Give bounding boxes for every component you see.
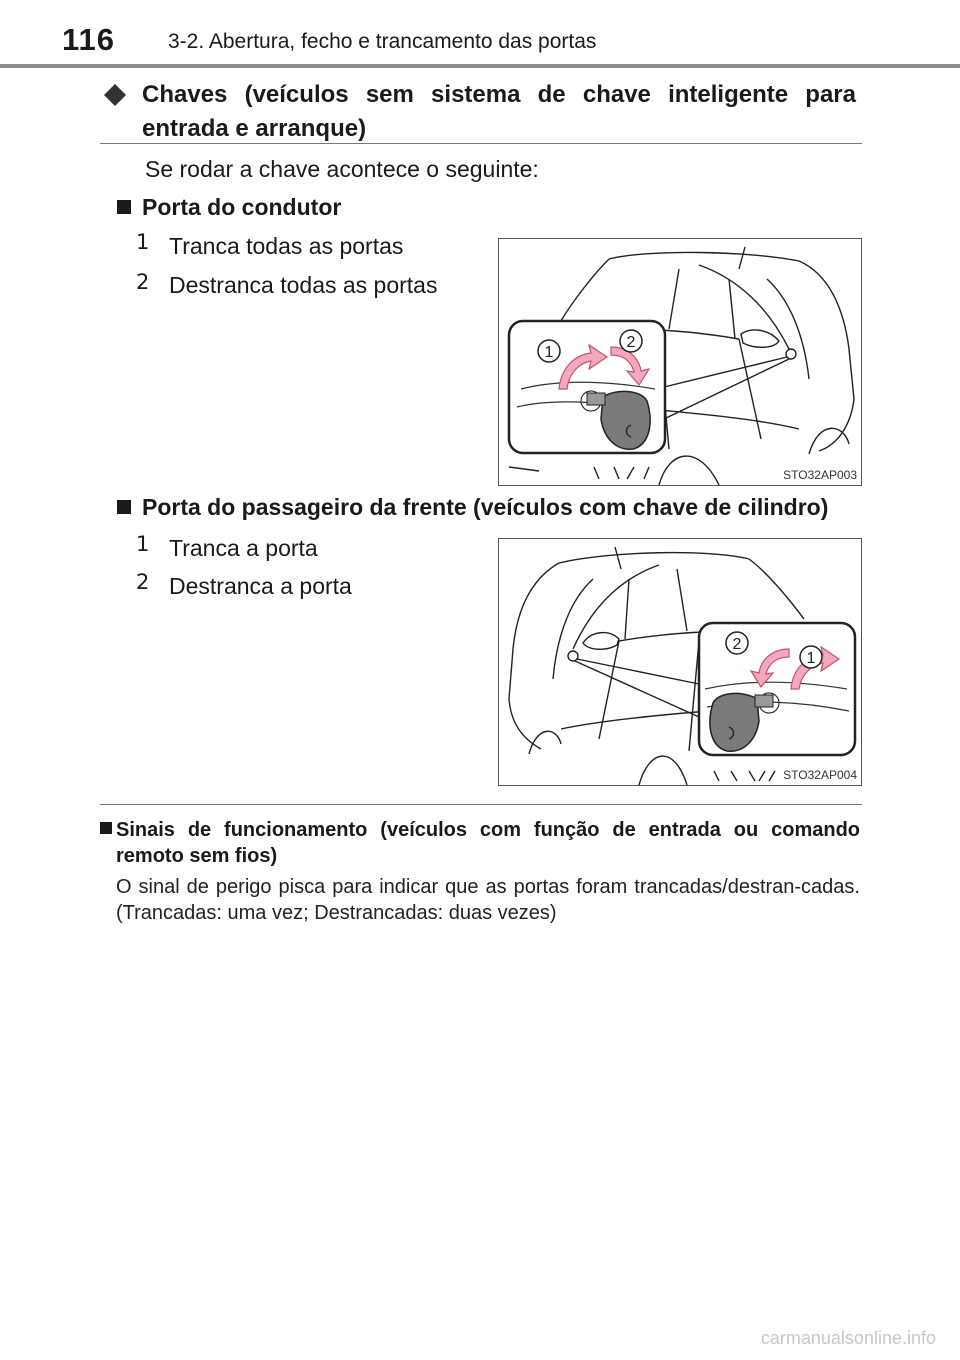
callout-number: 1 xyxy=(544,344,554,361)
square-bullet-icon xyxy=(117,500,131,514)
passenger-door-figure xyxy=(498,538,862,786)
driver-step-unlock: Destranca todas as portas xyxy=(169,272,438,298)
callout-number: 2 xyxy=(626,334,636,351)
figure-code: STO32AP003 xyxy=(783,468,857,482)
passenger-door-heading: Porta do passageiro da frente (veículos com chave de cilindro) xyxy=(142,494,829,520)
driver-step-lock: Tranca todas as portas xyxy=(169,233,404,259)
callout-number: 2 xyxy=(732,636,742,653)
driver-door-heading: Porta do condutor xyxy=(142,194,342,220)
step-number: 2 xyxy=(136,570,150,594)
passenger-step-lock: Tranca a porta xyxy=(169,535,318,561)
note-rule xyxy=(100,804,862,805)
watermark: carmanualsonline.info xyxy=(760,1328,936,1348)
note-heading: Sinais de funcionamento (veículos com função de entrada ou comando remoto sem fios) xyxy=(116,819,860,867)
callout-number: 1 xyxy=(806,650,816,667)
car-illustration xyxy=(499,239,861,485)
note-body: O sinal de perigo pisca para indicar que as portas foram trancadas/destran-cadas. (Trancadas: uma vez; Destrancadas: duas vezes) xyxy=(116,876,860,924)
header-rule xyxy=(0,64,960,68)
car-illustration xyxy=(499,539,861,785)
passenger-step-unlock: Destranca a porta xyxy=(169,573,352,599)
diamond-bullet-icon xyxy=(104,84,126,106)
section-intro: Se rodar a chave acontece o seguinte: xyxy=(145,156,539,182)
step-number: 1 xyxy=(136,532,150,556)
section-title: Chaves (veículos sem sistema de chave inteligente para entrada e arranque) xyxy=(142,81,856,142)
step-number: 1 xyxy=(136,230,150,254)
driver-door-figure xyxy=(498,238,862,486)
square-bullet-icon xyxy=(117,200,131,214)
step-number: 2 xyxy=(136,270,150,294)
section-rule xyxy=(100,143,862,144)
chapter-title: 3-2. Abertura, fecho e trancamento das portas xyxy=(168,30,597,53)
figure-code: STO32AP004 xyxy=(783,768,857,782)
page-number: 116 xyxy=(62,22,116,57)
square-bullet-icon xyxy=(100,822,112,834)
